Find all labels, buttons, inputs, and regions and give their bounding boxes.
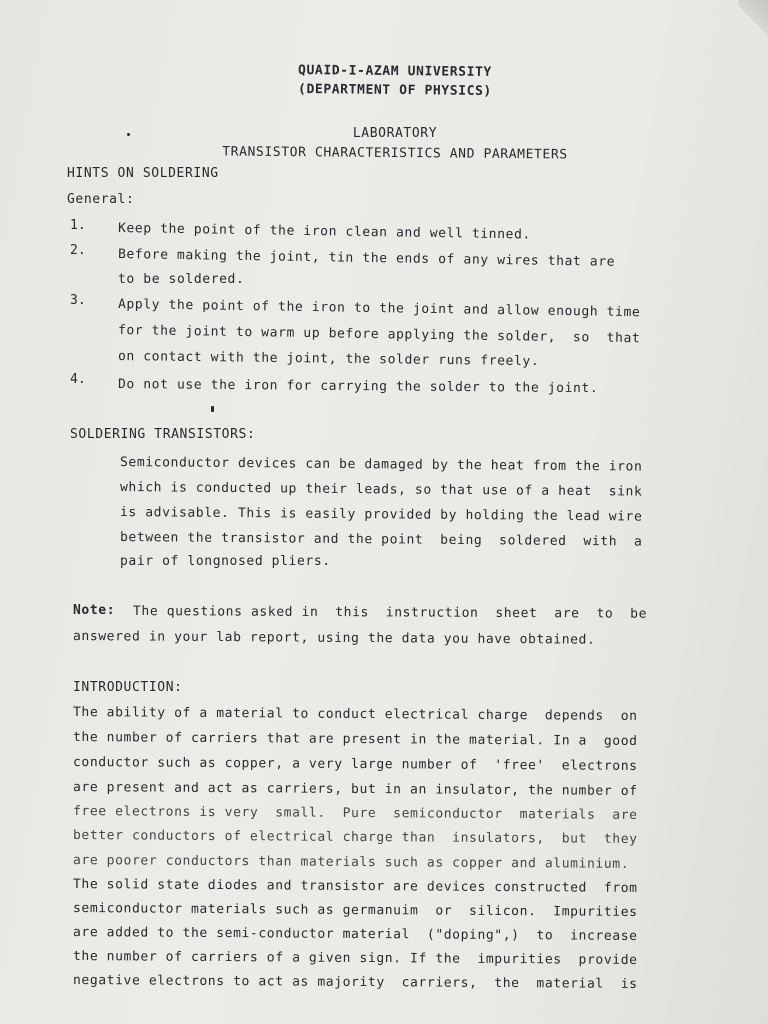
paragraph-line: between the transistor and the point being soldered with a xyxy=(119,530,643,550)
stray-mark xyxy=(211,406,214,412)
soldering-transistors-heading: SOLDERING TRANSISTORS: xyxy=(70,427,256,442)
item-line: to be soldered. xyxy=(118,272,245,287)
general-subheading: General: xyxy=(67,192,135,207)
item-number: 2. xyxy=(70,243,86,258)
intro-line: The ability of a material to conduct electrical charge depends on xyxy=(72,705,638,724)
note-label: Note: xyxy=(73,603,116,618)
item-line: on contact with the joint, the solder runs freely. xyxy=(117,349,540,370)
intro-line: are poorer conductors than materials such as copper and aluminium. xyxy=(72,853,630,872)
item-number: 4. xyxy=(70,372,86,387)
note-line: The questions asked in this instruction sheet are to be xyxy=(132,604,648,622)
item-line: for the joint to warm up before applying the solder, so that xyxy=(117,323,641,347)
intro-line: conductor such as copper, a very large number of 'free' electrons xyxy=(72,755,638,774)
note-line: answered in your lab report, using the data you have obtained. xyxy=(72,629,596,648)
intro-line: free electrons is very small. Pure semiconductor materials are xyxy=(72,804,638,823)
intro-line: the number of carriers of a given sign. If the impurities provide xyxy=(72,949,638,968)
intro-line: The solid state diodes and transistor are devices constructed from xyxy=(72,877,638,896)
department-title: (DEPARTMENT OF PHYSICS) xyxy=(298,81,492,100)
university-title: QUAID-I-AZAM UNIVERSITY xyxy=(298,62,492,81)
hints-heading: HINTS ON SOLDERING xyxy=(67,166,219,181)
stray-mark xyxy=(127,133,130,136)
intro-line: semiconductor materials such as germanuim or silicon. Impurities xyxy=(72,901,638,920)
item-number: 1. xyxy=(70,218,86,233)
page-corner-fold xyxy=(738,0,768,40)
lab-heading: LABORATORY xyxy=(352,126,438,141)
item-line: Keep the point of the iron clean and well tinned. xyxy=(117,221,531,243)
item-line: Before making the joint, tin the ends of any wires that are xyxy=(117,247,616,270)
item-line: Do not use the iron for carrying the solder to the joint. xyxy=(117,377,599,397)
item-line: Apply the point of the iron to the joint and allow enough time xyxy=(117,297,641,321)
intro-line: are present and act as carriers, but in an insulator, the number of xyxy=(72,780,638,799)
paragraph-line: pair of longnosed pliers. xyxy=(120,554,331,569)
intro-line: are added to the semi-conductor material ("doping",) to increase xyxy=(72,925,638,944)
paragraph-line: is advisable. This is easily provided by holding the lead wire xyxy=(119,505,643,525)
intro-line: the number of carriers that are present in the material. In a good xyxy=(72,730,638,749)
experiment-title: TRANSISTOR CHARACTERISTICS AND PARAMETERS xyxy=(222,144,568,163)
paragraph-line: which is conducted up their leads, so that use of a heat sink xyxy=(119,480,643,500)
item-number: 3. xyxy=(70,293,86,308)
intro-line: negative electrons to act as majority carriers, the material is xyxy=(72,973,638,992)
paragraph-line: Semiconductor devices can be damaged by the heat from the iron xyxy=(119,455,643,475)
intro-line: better conductors of electrical charge than insulators, but they xyxy=(72,828,638,847)
introduction-heading: INTRODUCTION: xyxy=(73,680,183,695)
